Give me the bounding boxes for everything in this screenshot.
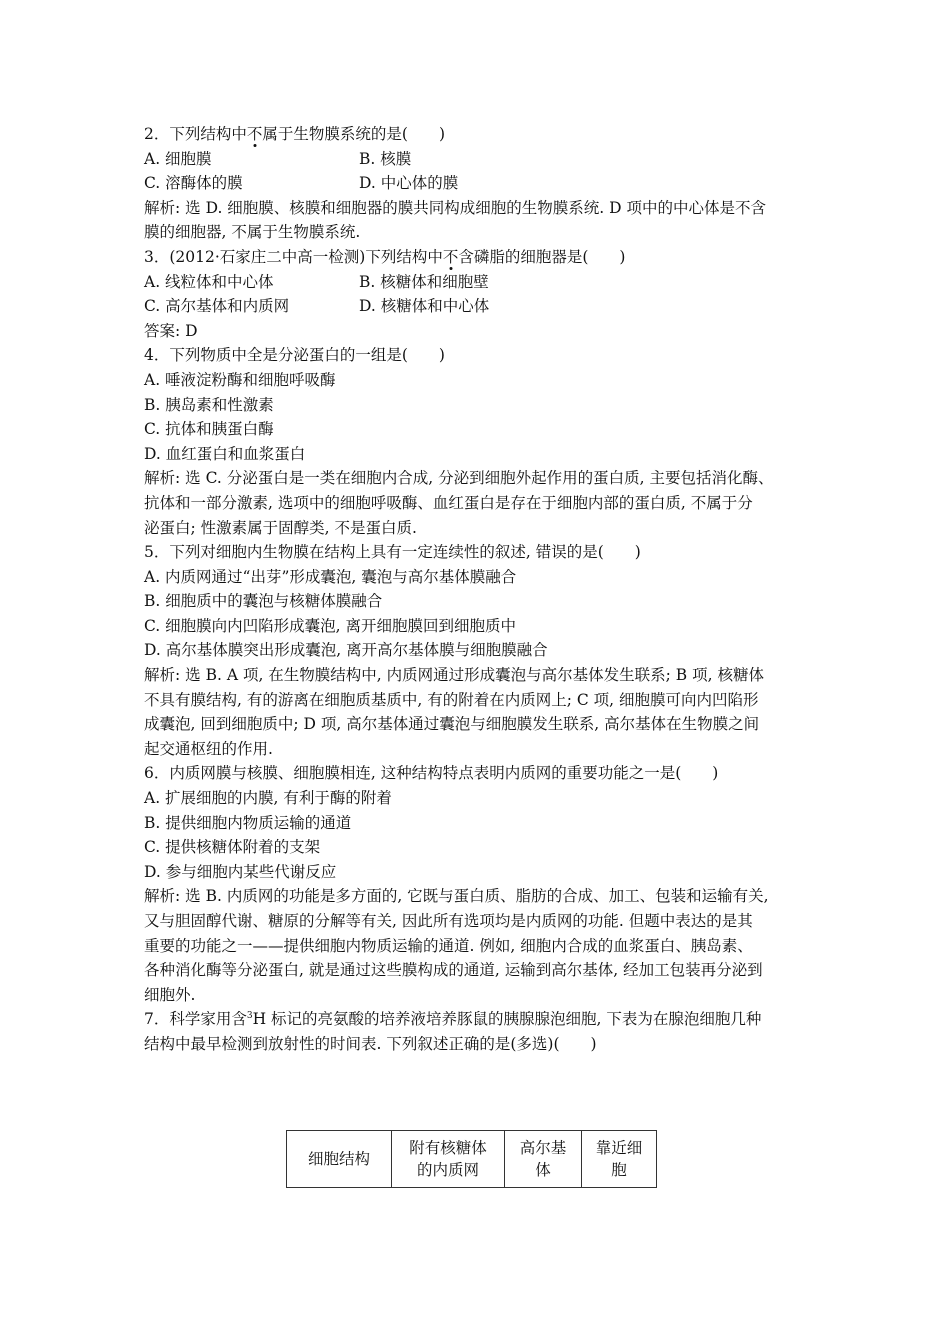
question-7-stem-continued: 结构中最早检测到放射性的时间表. 下列叙述正确的是(多选)( ) (144, 1034, 597, 1053)
analysis-line: 抗体和一部分激素, 选项中的细胞呼吸酶、血红蛋白是存在于细胞内部的蛋白质, 不属于分 (144, 493, 753, 512)
table-header-cell: 高尔基 体 (505, 1131, 582, 1188)
table-header-cell: 附有核糖体 的内质网 (392, 1131, 505, 1188)
analysis-line: 各种消化酶等分泌蛋白, 就是通过这些膜构成的通道, 运输到高尔基体, 经加工包装再分泌到 (144, 961, 763, 980)
table-row (287, 1131, 657, 1188)
answer-line: 答案: D (144, 321, 198, 340)
question-2-options-row-1 (144, 147, 824, 172)
emphasis-dot: 不 (442, 247, 459, 266)
option-c: C. 溶酶体的膜 (144, 174, 243, 193)
analysis-line: 解析: 选 D. 细胞膜、核膜和细胞器的膜共同构成细胞的生物膜系统. D 项中的中心体是不含 (144, 198, 767, 217)
analysis-line: 重要的功能之一——提供细胞内物质运输的通道. 例如, 细胞内合成的血浆蛋白、胰岛素、 (144, 936, 753, 955)
analysis-line: 解析: 选 C. 分泌蛋白是一类在细胞内合成, 分泌到细胞外起作用的蛋白质, 主要包括消化酶、 (144, 469, 774, 488)
superscript: 3 (246, 1011, 253, 1022)
option-b: B. 细胞质中的囊泡与核糖体膜融合 (144, 592, 383, 611)
analysis-line: 膜的细胞器, 不属于生物膜系统. (144, 223, 361, 242)
emphasis-dot: 不 (246, 125, 263, 143)
option-d: D. 中心体的膜 (359, 174, 459, 193)
option-c: C. 抗体和胰蛋白酶 (144, 420, 274, 439)
question-5-stem: 5．下列对细胞内生物膜在结构上具有一定连续性的叙述, 错误的是( ) (144, 543, 641, 562)
option-a: A. 线粒体和中心体 (144, 272, 274, 291)
analysis-line: 不具有膜结构, 有的游离在细胞质基质中, 有的附着在内质网上; C 项, 细胞膜可向内凹陷形 (144, 690, 759, 709)
analysis-line: 起交通枢纽的作用. (144, 739, 273, 758)
analysis-line: 细胞外. (144, 985, 196, 1004)
table-header-cell: 细胞结构 (287, 1131, 392, 1188)
option-b: B. 核糖体和细胞壁 (359, 272, 489, 291)
option-d: D. 高尔基体膜突出形成囊泡, 离开高尔基体膜与细胞膜融合 (144, 641, 548, 660)
option-b: B. 提供细胞内物质运输的通道 (144, 813, 352, 832)
document-page (144, 122, 824, 1057)
question-2-options-row-2 (144, 171, 824, 196)
table-header-cell: 靠近细 胞 (582, 1131, 657, 1188)
analysis-line: 成囊泡, 回到细胞质中; D 项, 高尔基体通过囊泡与细胞膜发生联系, 高尔基体在生物膜之间 (144, 715, 760, 734)
question-3-options-row-2 (144, 294, 824, 319)
option-b: B. 胰岛素和性激素 (144, 395, 274, 414)
option-a: A. 细胞膜 (144, 149, 212, 168)
question-3-options-row-1 (144, 270, 824, 295)
question-3-stem: 3．(2012·石家庄二中高一检测)下列结构中不含磷脂的细胞器是( ) (144, 247, 626, 266)
question-4-stem: 4．下列物质中全是分泌蛋白的一组是( ) (144, 346, 445, 365)
question-6-stem: 6．内质网膜与核膜、细胞膜相连, 这种结构特点表明内质网的重要功能之一是( ) (144, 764, 719, 783)
analysis-line: 又与胆固醇代谢、糖原的分解等有关, 因此所有选项均是内质网的功能. 但题中表达的是其 (144, 912, 753, 930)
option-c: C. 细胞膜向内凹陷形成囊泡, 离开细胞膜回到细胞质中 (144, 616, 517, 635)
analysis-line: 泌蛋白; 性激素属于固醇类, 不是蛋白质. (144, 518, 417, 537)
option-c: C. 提供核糖体附着的支架 (144, 838, 321, 857)
option-a: A. 扩展细胞的内膜, 有利于酶的附着 (144, 789, 392, 808)
option-b: B. 核膜 (359, 149, 412, 168)
analysis-line: 解析: 选 B. 内质网的功能是多方面的, 它既与蛋白质、脂肪的合成、加工、包装和运输有关, (144, 887, 769, 906)
option-d: D. 参与细胞内某些代谢反应 (144, 862, 337, 881)
question-2-stem: 2．下列结构中不属于生物膜系统的是( ) (144, 125, 445, 143)
analysis-line: 解析: 选 B. A 项, 在生物膜结构中, 内质网通过形成囊泡与高尔基体发生联系; B 项, 核糖体 (144, 666, 764, 685)
option-a: A. 唾液淀粉酶和细胞呼吸酶 (144, 370, 336, 389)
option-d: D. 核糖体和中心体 (359, 297, 490, 316)
data-table (286, 1130, 657, 1188)
question-7-stem: 7．科学家用含$^3$H 标记的亮氨酸的培养液培养豚鼠的胰腺腺泡细胞, 下表为在腺泡细胞几种 (144, 1010, 762, 1029)
option-c: C. 高尔基体和内质网 (144, 297, 290, 316)
option-a: A. 内质网通过“出芽”形成囊泡, 囊泡与高尔基体膜融合 (144, 567, 517, 586)
option-d: D. 血红蛋白和血浆蛋白 (144, 444, 306, 463)
